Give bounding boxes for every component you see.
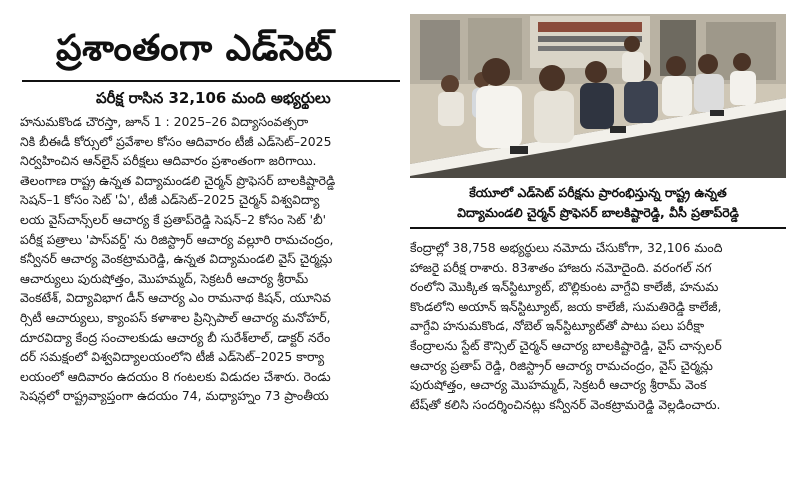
article-column-right [410,238,785,414]
article-line: కేంద్రాలను స్టేట్ కౌన్సిల్ చైర్మన్ ఆచార్య బాలకిష్టారెడ్డి, వైస్ చాన్సలర్ [410,337,722,353]
caption-line: విద్యామండలి చైర్మన్ ప్రొఫెసర్ బాలకిష్టారెడ్డి, వీసీ ప్రతాప్‌రెడ్డి [457,205,739,220]
article-column-left [20,112,401,406]
article-line: రంలోని మొక్కిత ఇన్‌స్టిట్యూట్, బొల్లికుంట వాగ్దేవి కాలేజీ, హనుమ [410,279,719,295]
article-line: హనుమకొండ చౌరస్తా, జూన్ 1 : 2025–26 విద్యాసంవత్సరా [20,114,309,129]
article-line: నికి బీఈడీ కోర్సులో ప్రవేశాల కోసం ఆదివారం టీజీ ఎడ్‌సెట్–2025 [20,133,332,149]
article-line: దూరవిద్యా కేంద్ర సంచాలకుడు ఆచార్య బీ సురేశ్‌లాల్, డాక్టర్ నరేం [20,329,331,345]
article-line: హాజరై పరీక్ష రాశారు. 83శాతం హాజరు నమోదైంది. వరంగల్ నగ [410,259,712,275]
article-line: టేష్‌తో కలిసి సందర్శించినట్లు కన్వీనర్ వెంకట్రామరెడ్డి వెల్లడించారు. [410,396,721,412]
article-line: సెషన్–1 కోసం సెట్ 'ఏ', టీజీ ఎడ్‌సెట్–2025 చైర్మన్ విశ్వవిద్యా [20,192,320,208]
article-line: లయ వైస్‌చాన్స్‌లర్ ఆచార్య కే ప్రతాప్‌రెడ్డి సెషన్–2 కోసం సెట్ 'బీ' [20,211,327,227]
article-line: ఆచార్యులు పురుషోత్తం, మొహమ్మద్, సెక్రటరీ ఆచార్య శ్రీరామ్ [20,270,309,286]
article-line: ఆచార్య ప్రతాప్ రెడ్డి, రిజిస్ట్రార్ ఆచార్య రామచంద్రం, వైస్ చైర్మన్లు [410,357,713,373]
article-line: తెలంగాణ రాష్ట్ర ఉన్నత విద్యామండలి చైర్మన్ ప్రొఫెసర్ బాలకిష్టారెడ్డి [20,172,336,188]
headline-divider [22,80,400,82]
news-photo [410,14,786,178]
article-line: దర్ సమక్షంలో విశ్వవిద్యాలయంలోని టీజీ ఎడ్‌సెట్–2025 కార్యా [20,349,325,365]
caption-divider [410,227,786,229]
headline: ప్రశాంతంగా ఎడ్‌సెట్ [56,27,333,69]
article-line: సెషన్లలో రాష్ట్రవ్యాప్తంగా ఉదయం 74, మధ్యాహ్నం 73 ప్రాంతీయ [20,388,329,404]
article-line: కన్వీనర్ ఆచార్య వెంకట్రామరెడ్డి, ఉన్నత విద్యామండలి వైస్ చైర్మన్లు [20,251,333,267]
article-line: ర్సిటీ ఆచార్యులు, క్యాంపస్ కళాశాల ప్రిన్సిపాల్ ఆచార్య మనోహర్, [20,309,331,325]
article-line: లయంలో ఆదివారం ఉదయం 8 గంటలకు విడుదల చేశారు. రెండు [20,368,331,384]
article-line: కేంద్రాల్లో 38,758 అభ్యర్థులు నమోదు చేసుకోగా, 32,106 మంది [410,240,723,255]
article-line: పరీక్ష పత్రాలు 'పాస్‌వర్డ్' ను రిజిస్ట్రార్ ఆచార్య వల్లూరి రామచంద్రం, [20,231,334,247]
article-line: కొండలోని అయాన్ ఇన్‌స్టిట్యూట్, జయ కాలేజీ, సుమతిరెడ్డి కాలేజీ, [410,298,722,314]
article-line: నిర్వహించిన ఆన్‌లైన్ పరీక్షలు ఆదివారం ప్రశాంతంగా జరిగాయి. [20,153,317,169]
article-line: వాగ్దేవి హనుమకొండ, నోబెల్ ఇన్‌స్టిట్యూట్‌తో పాటు పలు పరీక్షా [410,318,705,334]
article-line: పురుషోత్తం, ఆచార్య మొహమ్మద్, సెక్రటరీ ఆచార్య శ్రీరామ్ వెంక [410,377,707,393]
article-line: వెంకటేశ్, విద్యావిభాగ డీన్ ఆచార్య ఎం రామనాథ కిషన్, యూనివ [20,290,331,306]
caption-line: కేయూలో ఎడ్‌సెట్ పరీక్షను ప్రారంభిస్తున్న రాష్ట్ర ఉన్నత [469,185,727,200]
photo-caption [412,183,784,223]
subheadline: పరీక్ష రాసిన 32,106 మంది అభ్యర్థులు [96,89,331,107]
